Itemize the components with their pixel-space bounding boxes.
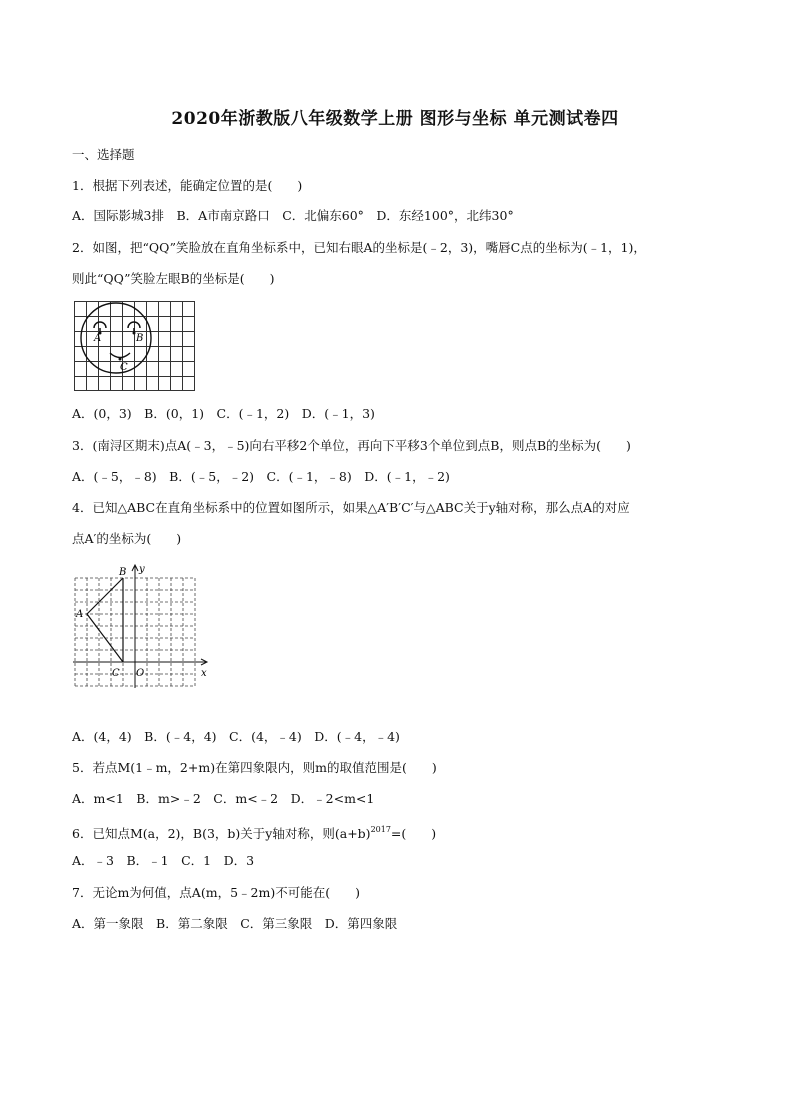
question-3-options: A．(﹣5，﹣8) B．(﹣5，﹣2) C．(﹣1，﹣8) D．(﹣1，﹣2) <box>72 469 450 484</box>
mouth-arc <box>110 353 130 358</box>
label-b: B <box>136 333 144 344</box>
question-7-stem: 7．无论m为何值，点A(m，5﹣2m)不可能在( ) <box>72 885 360 900</box>
right-eye-arc <box>94 322 106 328</box>
triangle-abc <box>87 578 123 662</box>
label-x: x <box>201 668 207 679</box>
question-6-stem-end: =( ) <box>390 826 437 841</box>
question-6-options: A．﹣3 B．﹣1 C．1 D．3 <box>72 853 255 868</box>
label-c: C <box>112 668 120 679</box>
question-6-exponent: 2017 <box>370 825 391 834</box>
triangle-coordinate-figure <box>70 560 212 690</box>
label-b: B <box>119 567 127 578</box>
question-1-stem: 1．根据下列表述，能确定位置的是( ) <box>72 178 303 193</box>
section-heading: 一、选择题 <box>72 147 135 162</box>
label-y: y <box>139 564 145 575</box>
question-6-stem-text: 6．已知点M(a，2)，B(3，b)关于y轴对称，则(a+b) <box>72 826 371 841</box>
question-2-options: A．(0，3) B．(0，1) C．(﹣1，2) D．(﹣1，3) <box>72 406 375 421</box>
point-c <box>119 358 122 361</box>
question-4-stem-line-1: 4．已知△ABC在直角坐标系中的位置如图所示，如果△A′B′C′与△ABC关于y轴对称，那么点A的对应 <box>72 500 630 515</box>
question-4-options: A．(4，4) B．(﹣4，4) C．(4，﹣4) D．(﹣4，﹣4) <box>72 729 400 744</box>
label-origin: O <box>136 668 145 679</box>
question-7-options: A．第一象限 B．第二象限 C．第三象限 D．第四象限 <box>72 916 398 931</box>
question-1-options: A．国际影城3排 B．A市南京路口 C．北偏东60° D．东经100°，北纬30° <box>72 208 514 223</box>
qq-grid <box>74 301 195 391</box>
label-a: A <box>94 333 102 344</box>
question-2-stem-line-2: 则此“QQ”笑脸左眼B的坐标是( ) <box>72 271 275 286</box>
page-title: 2020年浙教版八年级数学上册 图形与坐标 单元测试卷四 <box>171 109 619 129</box>
question-3-stem: 3．(南浔区期末)点A(﹣3，﹣5)向右平移2个单位，再向下平移3个单位到点B，则点B的坐标为( ) <box>72 438 631 453</box>
question-6-stem <box>72 822 436 842</box>
qq-face-figure <box>74 300 196 392</box>
label-a: A <box>76 609 84 620</box>
label-c: C <box>120 362 128 373</box>
question-2-stem-line-1: 2．如图，把“QQ”笑脸放在直角坐标系中，已知右眼A的坐标是(﹣2，3)，嘴唇C点的坐标为(﹣1，1)， <box>72 240 646 255</box>
question-5-stem: 5．若点M(1﹣m，2+m)在第四象限内，则m的取值范围是( ) <box>72 760 437 775</box>
question-4-stem-line-2: 点A′的坐标为( ) <box>72 531 182 546</box>
question-5-options: A．m<1 B．m>﹣2 C．m<﹣2 D．﹣2<m<1 <box>72 791 375 806</box>
